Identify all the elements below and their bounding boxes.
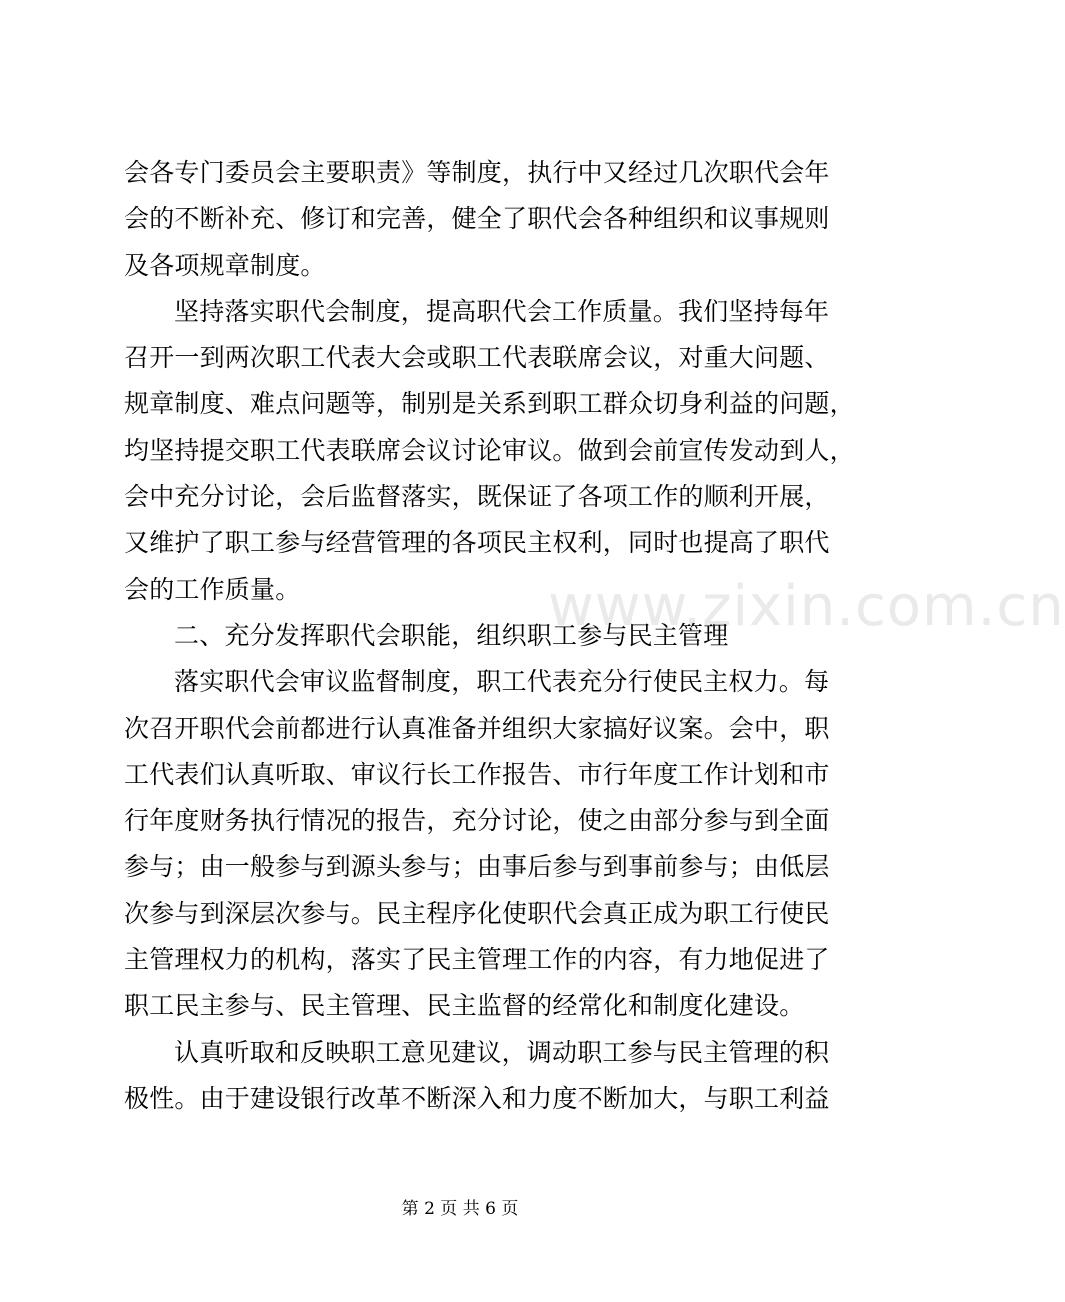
text-line: 及各项规章制度。 — [124, 250, 326, 280]
text-line: 主管理权力的机构，落实了民主管理工作的内容，有力地促进了 — [124, 945, 830, 975]
text-line: 参与；由一般参与到源头参与；由事后参与到事前参与；由低层 — [124, 852, 830, 882]
text-line: 工代表们认真听取、审议行长工作报告、市行年度工作计划和市 — [124, 759, 830, 789]
text-line: 职工民主参与、民主管理、民主监督的经常化和制度化建设。 — [124, 991, 805, 1021]
text-line: 会的不断补充、修订和完善，健全了职代会各种组织和议事规则 — [124, 204, 830, 234]
paragraph-start: 落实职代会审议监督制度，职工代表充分行使民主权力。每 — [174, 667, 830, 697]
section-heading: 二、充分发挥职代会职能，组织职工参与民主管理 — [174, 620, 729, 650]
paragraph-start: 认真听取和反映职工意见建议，调动职工参与民主管理的积 — [174, 1037, 830, 1067]
paragraph-start: 坚持落实职代会制度，提高职代会工作质量。我们坚持每年 — [174, 296, 830, 326]
text-line: 会的工作质量。 — [124, 574, 301, 604]
text-line: 会中充分讨论，会后监督落实，既保证了各项工作的顺利开展， — [124, 482, 830, 512]
text-line: 次召开职代会前都进行认真准备并组织大家搞好议案。会中，职 — [124, 713, 830, 743]
text-line: 会各专门委员会主要职责》等制度，执行中又经过几次职代会年 — [124, 158, 830, 187]
text-line: 规章制度、难点问题等，制别是关系到职工群众切身利益的问题， — [124, 389, 855, 419]
page-footer: 第 2 页 共 6 页 — [401, 1199, 519, 1219]
text-line: 召开一到两次职工代表大会或职工代表联席会议，对重大问题、 — [124, 343, 830, 373]
text-line: 均坚持提交职工代表联席会议讨论审议。做到会前宣传发动到人， — [124, 435, 855, 465]
text-line: 又维护了职工参与经营管理的各项民主权利，同时也提高了职代 — [124, 528, 830, 558]
text-line: 次参与到深层次参与。民主程序化使职代会真正成为职工行使民 — [124, 898, 830, 928]
text-line: 行年度财务执行情况的报告，充分讨论，使之由部分参与到全面 — [124, 806, 830, 836]
watermark: www.zixin.com.cn — [548, 574, 1065, 639]
text-line: 极性。由于建设银行改革不断深入和力度不断加大，与职工利益 — [124, 1083, 830, 1113]
